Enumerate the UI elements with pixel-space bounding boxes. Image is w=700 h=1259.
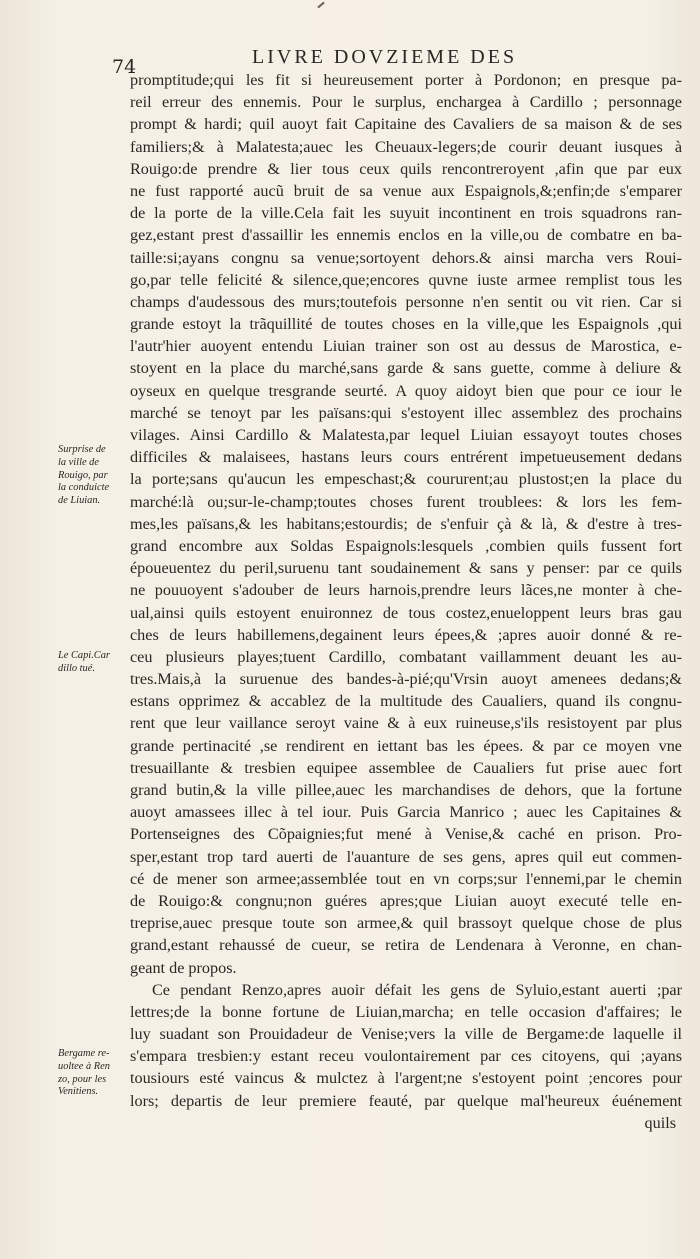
body-text xyxy=(130,69,682,1134)
text-line: stoyent en la place du marché,sans garde & sans guette, comme à deliure & xyxy=(130,359,682,378)
text-line: tresuaillante & tresbien equipee assemblee de Caualiers fut prise auec fort xyxy=(130,758,682,777)
text-line: lors; departis de leur premiere feauté, par quelque mal'heureux éuénement xyxy=(130,1091,682,1110)
text-line: grand encombre aux Soldas Espaignols:lesquels ,combien quils fussent fort xyxy=(130,536,682,555)
note-line: uoltee à Ren xyxy=(58,1060,110,1072)
text-line: s'empara tresbien:y estant receu voulontairement par ces citoyens, qui ;ayans xyxy=(130,1047,682,1066)
text-line: ches de leurs habillemens,degainent leurs épees,& ;apres auoir donné & re- xyxy=(130,625,682,644)
text-line: Portenseignes des Cõpaignies;fut mené à Venise,& caché en prison. Pro- xyxy=(130,825,682,844)
note-line: Le Capi.Car xyxy=(58,650,110,661)
text-line: la porte;sans qu'aucun les empeschast;& coururent;au plustost;en la place du xyxy=(130,470,682,489)
text-line: de la porte de la ville.Cela fait les suyuit incontinent en trois squadrons ran- xyxy=(130,204,682,223)
text-line: luy suadant son Prouidadeur de Venise;vers la ville de Bergame:de laquelle il xyxy=(130,1025,682,1044)
text-line: go,par telle felicité & silence,que;encores quvne iuste armee remplist tous les xyxy=(130,270,682,289)
text-line: vilages. Ainsi Cardillo & Malatesta,par lequel Liuian essayoyt toutes choses xyxy=(130,426,682,444)
note-line: Rouigo, par xyxy=(58,469,108,481)
text-line: lettres;de la bonne fortune de Liuian,marcha; en telle occasion d'affaires; le xyxy=(130,1002,682,1021)
text-line: treprise,auec presque toute son armee,& quil brassoyt quelque chose de plus xyxy=(130,914,682,933)
text-line: estans opprimez & accablez de la multitude des Caualiers, quand ils congnu- xyxy=(130,692,682,711)
text-line: ceu plusieurs playes;tuent Cardillo, combatant vaillamment deuant les au- xyxy=(130,647,682,666)
note-line: Bergame re- xyxy=(58,1048,110,1059)
text-line: auoyt amassees illec à tel iour. Puis Garcia Manrico ; auec les Capitaines & xyxy=(130,803,682,822)
note-line: de Liuian. xyxy=(58,495,101,507)
margin-note-surprise xyxy=(58,444,130,508)
note-line: Venitiens. xyxy=(58,1086,99,1098)
ink-mark xyxy=(317,2,324,9)
text-line: tousiours esté vaincus & mulctez à l'argent;ne s'estoyent point ;encores pour xyxy=(130,1069,682,1088)
text-line: difficiles & malaisees, hastans leurs cours entrérent impetueusement dedans xyxy=(130,448,682,467)
text-line: de Rouigo:& congnu;non guéres apres;que Liuian auoyt executé telle en- xyxy=(130,891,682,910)
note-line: Surprise de xyxy=(58,444,106,455)
text-line: époueuentez du peril,suruenu tant soudainement & sans y penser: par ce quils xyxy=(130,559,682,578)
text-line: oyseux en quelque tresgrande seurté. A quoy aidoyt bien que pour ce iour le xyxy=(130,381,682,400)
text-line: promptitude;qui les fit si heureusement porter à Pordonon; en presque pa- xyxy=(130,71,682,89)
text-line: ne pouuoyent s'adouber de leurs harnois,prendre leurs lãces,ne monter à che- xyxy=(130,581,682,600)
text-line: mes,les païsans,& les habitans;estourdis; de s'enfuir çà & là, & d'estre à tres- xyxy=(130,514,682,533)
text-line: taille:si;ayans congnu sa venue;sortoyent dehors.& ainsi marcha vers Roui- xyxy=(130,248,682,267)
text-line: grande estoyt la trãquillité de toutes choses en la ville,que les Espaignols ,qui xyxy=(130,315,682,334)
text-line: Ce pendant Renzo,apres auoir défait les gens de Syluio,estant auerti ;par xyxy=(152,980,682,999)
note-line: la ville de xyxy=(58,456,99,468)
note-line: la conduicte xyxy=(58,482,110,494)
margin-note-bergame xyxy=(58,1048,130,1099)
margin-note-cardillo xyxy=(58,650,130,676)
text-line: marché:là ou;sur-le-champ;toutes choses furent troublees: & lors les fem- xyxy=(130,492,682,511)
text-line: champs d'audessous des murs;toutefois personne n'en sentit ou vit rien. Car si xyxy=(130,292,682,311)
text-line: grande pertinacité ,se rendirent en iettant bas les épees. & par ce moyen vne xyxy=(130,736,682,755)
text-line: marché se tenoyt par les païsans:qui s'estoyent illec assemblez des prochains xyxy=(130,403,682,422)
running-title: LIVRE DOVZIEME DES xyxy=(252,46,518,68)
text-line: ual,ainsi quils estoyent enuironnez de tous costez,enueloppent leurs bras gau xyxy=(130,603,682,622)
text-line: reil erreur des ennemis. Pour le surplus, enchargea à Cardillo ; personnage xyxy=(130,93,682,112)
text-line: grand,estant rehaussé de cueur, se retira de Lendenara à Veronne, en chan- xyxy=(130,936,682,955)
text-line: familiers;& à Malatesta;auec les Cheuaux-legers;de courir deuant iusques à xyxy=(130,137,682,156)
text-line: prompt & hardi; quil auoyt fait Capitaine des Cavaliers de sa maison & de ses xyxy=(130,115,682,134)
text-line: ne fust rapporté aucũ bruit de sa venue aux Espaignols,&;enfin;de s'emparer xyxy=(130,181,682,200)
text-line: Rouigo:de prendre & lier tous ceux quils rencontreroyent ,afin que par eux xyxy=(130,159,682,178)
note-line: zo, pour les xyxy=(58,1073,107,1085)
note-line: dillo tué. xyxy=(58,662,95,674)
text-line: gez,estant prest d'assaillir les ennemis enclos en la ville,ou de combatre en ba- xyxy=(130,226,682,245)
text-line: sper,estant trop tard auerti de l'auanture de ses gens, apres quil eut commen- xyxy=(130,847,682,866)
page-number: 74 xyxy=(112,56,137,78)
text-line: rent que leur vaillance seroyt vaine & à eux ruineuse,s'ils resistoyent par plus xyxy=(130,714,682,733)
text-line: grand butin,& la ville pillee,auec les marchandises de dehors, que la fortune xyxy=(130,781,682,799)
text-line: cé de mener son armee;assemblée tout en vn corps;sur l'ennemi,par le chemin xyxy=(130,869,682,888)
text-line: geant de propos. xyxy=(130,958,237,977)
text-line: l'autr'hier auoyent entendu Liuian trainer son ost au dessus de Marostica, e- xyxy=(130,337,682,356)
catchword: quils xyxy=(644,1113,676,1132)
text-line: tres.Mais,à la suruenue des bandes-à-pié;qu'Vrsin auoyt amenees dedans;& xyxy=(130,670,682,689)
